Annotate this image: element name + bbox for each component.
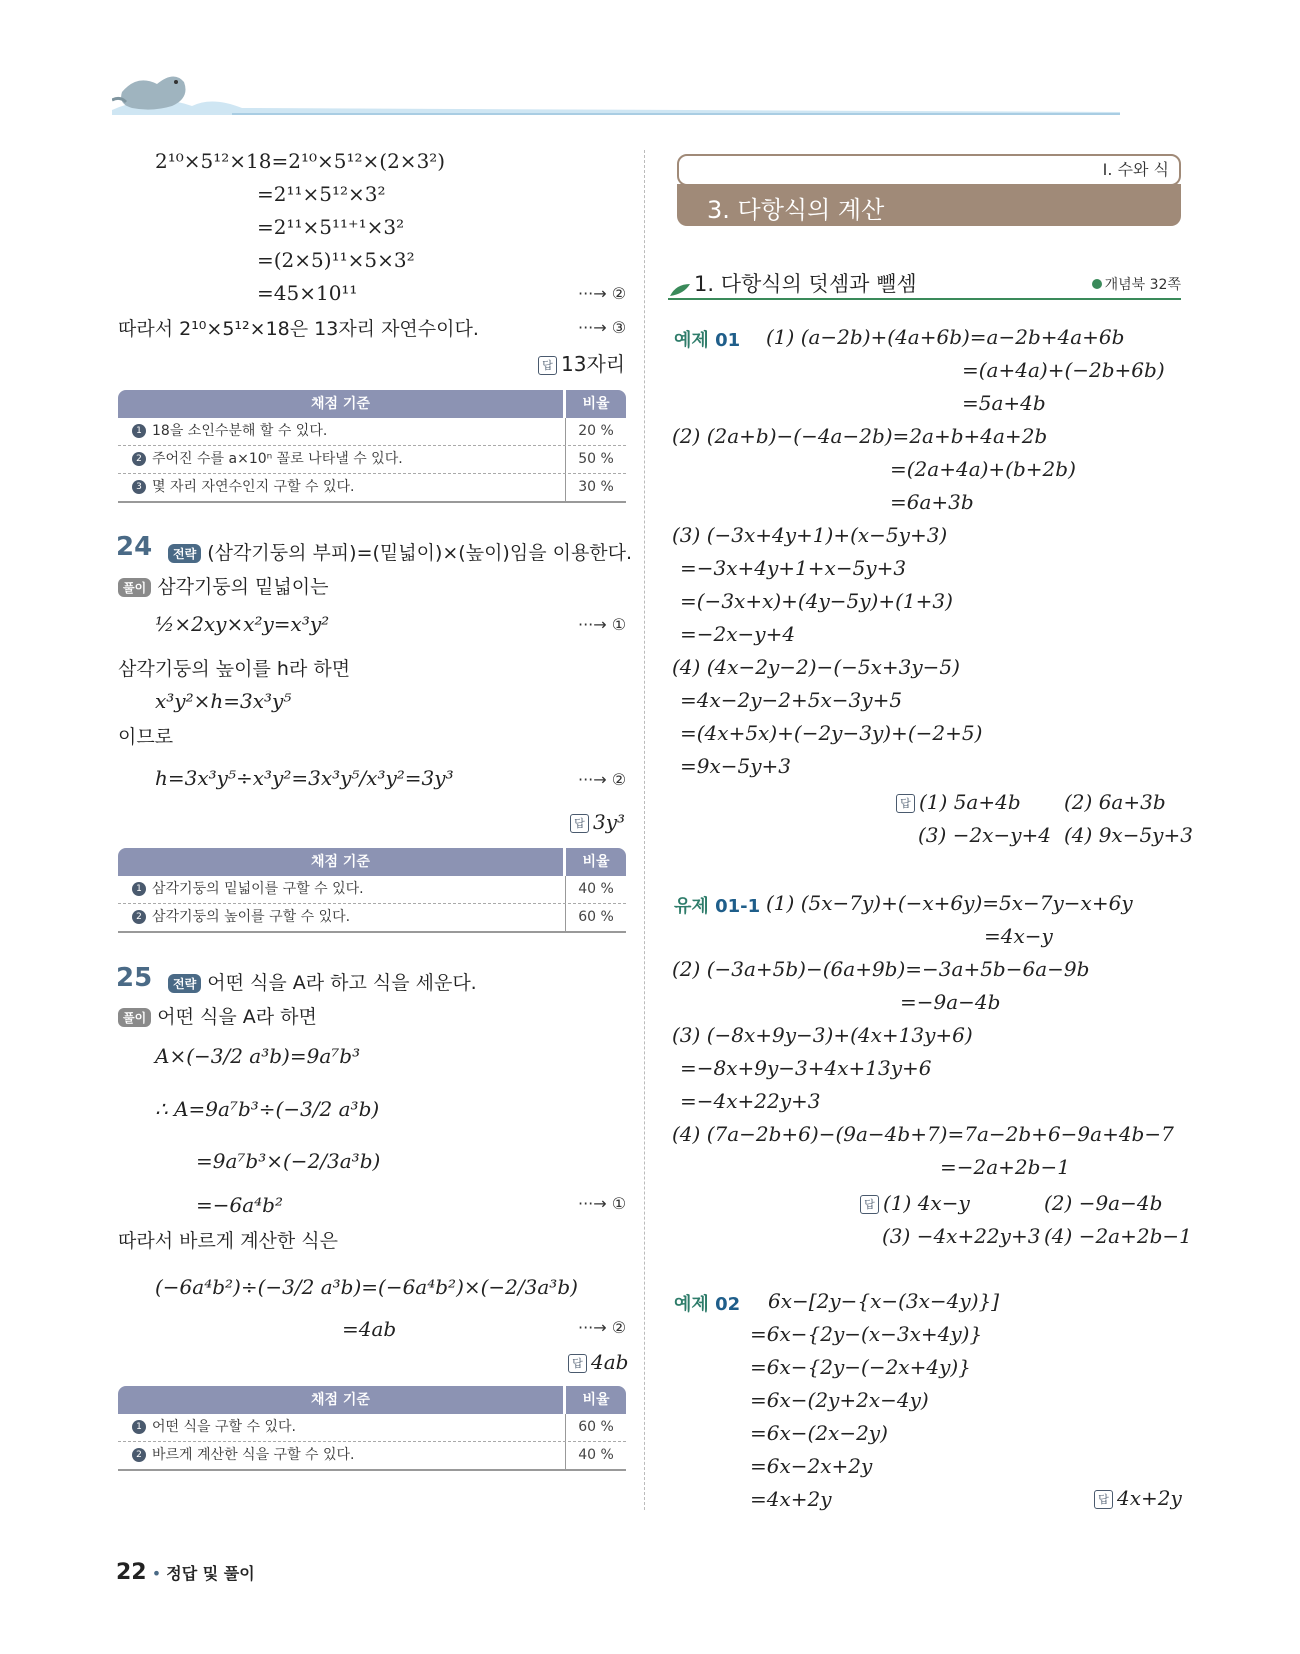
chapter-title: 3. 다항식의 계산 [707, 196, 885, 224]
table-row: 1 어떤 식을 구할 수 있다. 60 % [118, 1414, 626, 1442]
calc-line: =45×10¹¹ [257, 281, 358, 305]
answer: (3) −4x+22y+3 [882, 1224, 1041, 1248]
question-number: 24 [116, 532, 153, 562]
equation: =4x+2y [750, 1487, 832, 1511]
solution-line: 풀이 어떤 식을 A라 하면 [118, 1002, 317, 1029]
scoring-table [118, 1386, 626, 1471]
text-line: 이므로 [118, 726, 174, 748]
table-row: 2 삼각기둥의 높이를 구할 수 있다. 60 % [118, 904, 626, 933]
table-row: 2 바르게 계산한 식을 구할 수 있다. 40 % [118, 1442, 626, 1471]
equation: (2) (−3a+5b)−(6a+9b)=−3a+5b−6a−9b [672, 957, 1090, 981]
score-marker: ···→ ② [578, 1318, 627, 1337]
table-header-ratio: 비율 [566, 848, 626, 876]
score-marker: ···→ ① [578, 615, 627, 634]
strategy-line: 전략 (삼각기둥의 부피)=(밑넓이)×(높이)임을 이용한다. [168, 538, 632, 565]
answer: 답 (1) 5a+4b [896, 790, 1021, 814]
conclusion-text: 따라서 2¹⁰×5¹²×18은 13자리 자연수이다. [118, 318, 479, 340]
answer-icon: 답 [568, 1354, 587, 1373]
strategy-tag: 전략 [168, 974, 201, 993]
equation: =6a+3b [890, 490, 974, 514]
answer: (3) −2x−y+4 [918, 823, 1051, 847]
answer-icon: 답 [1094, 1490, 1113, 1509]
equation: =9x−5y+3 [680, 754, 792, 778]
answer-icon: 답 [860, 1195, 879, 1214]
score-marker: ···→ ② [578, 770, 627, 789]
equation: =6x−(2y+2x−4y) [750, 1388, 929, 1412]
table-row: 1 18을 소인수분해 할 수 있다. 20 % [118, 418, 626, 446]
table-header: 채점 기준 [118, 848, 563, 876]
section-underline [668, 298, 1181, 300]
section-header [668, 268, 1181, 300]
example-label: 예제 01 [674, 330, 741, 351]
equation: =−2a+2b−1 [940, 1155, 1070, 1179]
table-row: 3 몇 자리 자연수인지 구할 수 있다. 30 % [118, 474, 626, 503]
equation: =−4x+22y+3 [680, 1089, 821, 1113]
chapter-header [677, 154, 1181, 226]
strategy-tag: 전략 [168, 544, 201, 563]
equation: =−8x+9y−3+4x+13y+6 [680, 1056, 932, 1080]
concept-ref: 개념북 32쪽 [1092, 274, 1181, 294]
scoring-table [118, 848, 626, 933]
calc-line: =(2×5)¹¹×5×3² [257, 248, 415, 272]
equation: ½×2xy×x²y=x³y² [155, 612, 330, 636]
equation: =4x−y [984, 924, 1053, 948]
equation: (2) (2a+b)−(−4a−2b)=2a+b+4a+2b [672, 424, 1048, 448]
equation: =6x−{2y−(−2x+4y)} [750, 1355, 971, 1379]
answer-icon: 답 [570, 814, 589, 833]
unit-label: Ⅰ. 수와 식 [1102, 160, 1169, 179]
solution-tag: 풀이 [118, 578, 151, 597]
equation: h=3x³y⁵÷x³y²=3x³y⁵/x³y²=3y³ [155, 766, 454, 790]
answer: 답 4ab [568, 1350, 628, 1374]
equation: =9a⁷b³×(−2/3a³b) [196, 1149, 381, 1173]
footer-title: 정답 및 풀이 [166, 1564, 255, 1583]
equation: (3) (−8x+9y−3)+(4x+13y+6) [672, 1023, 973, 1047]
equation: ∴ A=9a⁷b³÷(−3/2 a³b) [155, 1097, 380, 1121]
table-row: 2 주어진 수를 a×10ⁿ 꼴로 나타낼 수 있다. 50 % [118, 446, 626, 474]
equation: =4ab [342, 1317, 397, 1341]
equation: =(4x+5x)+(−2y−3y)+(−2+5) [680, 721, 983, 745]
equation: 6x−[2y−{x−(3x−4y)}] [768, 1289, 1000, 1313]
section-title: 1. 다항식의 덧셈과 뺄셈 [694, 272, 917, 296]
equation: (4) (4x−2y−2)−(−5x+3y−5) [672, 655, 960, 679]
answer: 답 (1) 4x−y [860, 1191, 970, 1215]
answer: (4) 9x−5y+3 [1064, 823, 1193, 847]
table-header: 채점 기준 [118, 390, 563, 418]
score-marker: ···→ ③ [578, 318, 627, 337]
equation: =6x−2x+2y [750, 1454, 873, 1478]
equation: x³y²×h=3x³y⁵ [155, 689, 292, 713]
header-banner [112, 62, 1120, 122]
page-footer [116, 1560, 255, 1585]
table-header-ratio: 비율 [566, 390, 626, 418]
equation: (3) (−3x+4y+1)+(x−5y+3) [672, 523, 948, 547]
strategy-line: 전략 어떤 식을 A라 하고 식을 세운다. [168, 968, 477, 995]
equation: =(−3x+x)+(4y−5y)+(1+3) [680, 589, 953, 613]
equation: =−6a⁴b² [196, 1193, 284, 1217]
answer: (2) 6a+3b [1064, 790, 1166, 814]
dot-icon [1092, 279, 1102, 289]
column-divider [644, 150, 645, 1510]
answer: (2) −9a−4b [1044, 1191, 1163, 1215]
equation: =(2a+4a)+(b+2b) [890, 457, 1076, 481]
example-label: 예제 02 [674, 1294, 741, 1315]
answer: 답 13자리 [538, 348, 625, 377]
answer: 답 3y³ [570, 810, 625, 834]
equation: =4x−2y−2+5x−3y+5 [680, 688, 903, 712]
table-row: 1 삼각기둥의 밑넓이를 구할 수 있다. 40 % [118, 876, 626, 904]
equation: =−3x+4y+1+x−5y+3 [680, 556, 907, 580]
table-header-ratio: 비율 [566, 1386, 626, 1414]
answer: (4) −2a+2b−1 [1044, 1224, 1192, 1248]
page-number: 22 [116, 1560, 147, 1585]
equation: =5a+4b [962, 391, 1046, 415]
solution-tag: 풀이 [118, 1008, 151, 1027]
equation: (1) (a−2b)+(4a+6b)=a−2b+4a+6b [766, 325, 1125, 349]
equation: =−2x−y+4 [680, 622, 796, 646]
question-number: 25 [116, 963, 153, 993]
solution-line: 풀이 삼각기둥의 밑넓이는 [118, 572, 328, 599]
calc-line: =2¹¹×5¹²×3² [257, 182, 386, 206]
score-marker: ···→ ② [578, 284, 627, 303]
footer-dot: • [151, 1564, 162, 1583]
table-header: 채점 기준 [118, 1386, 563, 1414]
answer: 답 4x+2y [1094, 1486, 1182, 1510]
calc-line: 2¹⁰×5¹²×18=2¹⁰×5¹²×(2×3²) [155, 149, 446, 173]
equation: (4) (7a−2b+6)−(9a−4b+7)=7a−2b+6−9a+4b−7 [672, 1122, 1174, 1146]
equation: =6x−(2x−2y) [750, 1421, 888, 1445]
text-line: 따라서 바르게 계산한 식은 [118, 1230, 339, 1252]
scoring-table [118, 390, 626, 503]
exercise-label: 유제 01-1 [674, 896, 761, 917]
calc-line: =2¹¹×5¹¹⁺¹×3² [257, 215, 405, 239]
equation: (−6a⁴b²)÷(−3/2 a³b)=(−6a⁴b²)×(−2/3a³b) [155, 1275, 578, 1299]
equation: =(a+4a)+(−2b+6b) [962, 358, 1165, 382]
text-line: 삼각기둥의 높이를 h라 하면 [118, 658, 351, 680]
answer-icon: 답 [538, 356, 557, 375]
score-marker: ···→ ① [578, 1194, 627, 1213]
equation: A×(−3/2 a³b)=9a⁷b³ [155, 1044, 361, 1068]
equation: =6x−{2y−(x−3x+4y)} [750, 1322, 983, 1346]
equation: =−9a−4b [900, 990, 1001, 1014]
equation: (1) (5x−7y)+(−x+6y)=5x−7y−x+6y [766, 891, 1133, 915]
answer-icon: 답 [896, 794, 915, 813]
seal-mascot-icon [112, 62, 1120, 122]
